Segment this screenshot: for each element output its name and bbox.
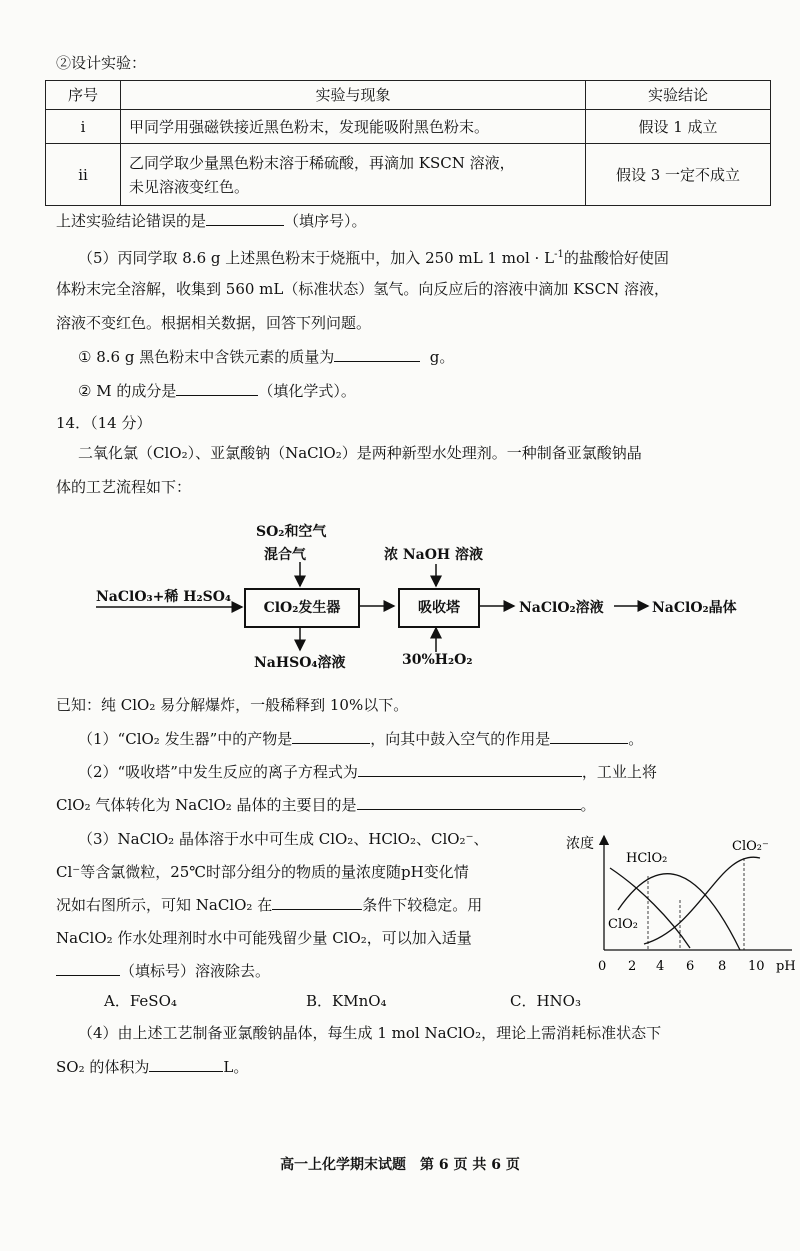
row-number: i [46, 110, 121, 144]
answer-blank [550, 729, 628, 744]
flow-generator-box: ClO₂发生器 [244, 588, 360, 628]
chart-tick: 6 [686, 959, 695, 974]
answer-blank [292, 729, 370, 744]
question-text: （填化学式）。 [258, 382, 356, 400]
question-text: 的盐酸恰好使固 [563, 249, 669, 267]
q14-3-line: Cl⁻等含氯微粒，25℃时部分组分的物质的量浓度随pH变化情 [56, 863, 469, 881]
flow-tower-box: 吸收塔 [398, 588, 480, 628]
row-experiment-line: 未见溶液变红色。 [129, 177, 250, 196]
series-hclo2 [618, 874, 740, 950]
superscript: -1 [554, 249, 564, 260]
option-a: A．FeSO₄ [104, 992, 177, 1010]
question-text: 。 [628, 730, 644, 748]
question-text: （1）“ClO₂ 发生器”中的产物是 [78, 730, 293, 748]
page-footer: 高一上化学期末试题 第 6 页 共 6 页 [280, 1157, 520, 1173]
question-text: （填标号）溶液除去。 [120, 962, 271, 980]
q14-4: （4）由上述工艺制备亚氯酸钠晶体，每生成 1 mol NaClO₂，理论上需消耗标准状态下 [78, 1024, 662, 1042]
question-text: ，工业上将 [581, 763, 657, 781]
question-text: （2）“吸收塔”中发生反应的离子方程式为 [78, 763, 358, 781]
chart-tick: 0 [598, 959, 607, 974]
question-text: 上述实验结论错误的是 [56, 212, 207, 230]
flow-so2-air: SO₂和空气 [256, 524, 327, 540]
option-b: B．KMnO₄ [306, 992, 387, 1010]
chart-ylabel: 浓度 [566, 836, 594, 852]
row-experiment-line: 乙同学取少量黑色粉末溶于稀硫酸，再滴加 KSCN 溶液， [129, 153, 515, 172]
label-clo2: ClO₂ [608, 917, 638, 932]
flow-nahso4: NaHSO₄溶液 [254, 655, 346, 671]
flow-h2o2: 30%H₂O₂ [402, 652, 473, 668]
table-header: 实验结论 [586, 81, 771, 110]
q14-intro: 二氧化氯（ClO₂）、亚氯酸钠（NaClO₂）是两种新型水处理剂。一种制备亚氯酸钠晶 [78, 444, 642, 462]
flow-solution: NaClO₂溶液 [519, 600, 604, 616]
q14-header: 14．（14 分） [56, 414, 152, 432]
flow-mix-gas: 混合气 [264, 547, 306, 563]
row-conclusion: 假设 3 一定不成立 [586, 144, 771, 206]
q14-2-line2 [56, 794, 596, 816]
q14-3-line [56, 960, 270, 982]
row-conclusion: 假设 1 成立 [586, 110, 771, 144]
row-number: ii [46, 144, 121, 206]
chart-tick: 10 [748, 959, 765, 974]
q14-4-line2 [56, 1056, 248, 1078]
answer-blank [149, 1057, 223, 1072]
question-text: ，向其中鼓入空气的作用是 [370, 730, 551, 748]
chart-xlabel: pH [776, 959, 796, 974]
q14-intro: 体的工艺流程如下： [56, 478, 192, 496]
q14-1 [78, 728, 643, 750]
answer-blank [272, 895, 362, 910]
flow-crystal: NaClO₂晶体 [652, 600, 737, 616]
question-text: ClO₂ 气体转化为 NaClO₂ 晶体的主要目的是 [56, 796, 357, 814]
series-clo2-minus [644, 857, 760, 944]
design-title: ②设计实验： [56, 54, 147, 72]
label-clo2-minus: ClO₂⁻ [732, 839, 769, 854]
answer-blank [357, 795, 581, 810]
q14-3-line: （3）NaClO₂ 晶体溶于水中可生成 ClO₂、HClO₂、ClO₂⁻、 [78, 830, 489, 848]
table-header: 序号 [46, 81, 121, 110]
flow-feed: NaClO₃+稀 H₂SO₄ [96, 589, 232, 605]
flow-naoh: 浓 NaOH 溶液 [384, 547, 484, 563]
question-text: 。 [580, 796, 596, 814]
chart-tick: 4 [656, 959, 665, 974]
question-text: 条件下较稳定。用 [362, 896, 483, 914]
question-text: 况如右图所示，可知 NaClO₂ 在 [56, 896, 273, 914]
answer-blank [358, 762, 582, 777]
series-clo2 [610, 868, 690, 948]
q5-line: 体粉末完全溶解，收集到 560 mL（标准状态）氢气。向反应后的溶液中滴加 KSCN 溶液， [56, 280, 669, 298]
q14-3-line [56, 894, 482, 916]
question-text: （填序号）。 [284, 212, 367, 230]
question-text: L。 [223, 1058, 249, 1076]
table-header: 实验与现象 [121, 81, 586, 110]
question-text: g。 [429, 348, 455, 366]
question-text: SO₂ 的体积为 [56, 1058, 150, 1076]
known-note: 已知：纯 ClO₂ 易分解爆炸，一般稀释到 10%以下。 [56, 696, 409, 714]
question-text: （5）丙同学取 8.6 g 上述黑色粉末于烧瓶中，加入 250 mL 1 mol · L [78, 249, 555, 267]
answer-blank [56, 961, 120, 976]
q14-2 [78, 761, 657, 783]
chart-tick: 8 [718, 959, 727, 974]
q14-3-line: NaClO₂ 作水处理剂时水中可能残留少量 ClO₂，可以加入适量 [56, 929, 472, 947]
question-text: ① 8.6 g 黑色粉末中含铁元素的质量为 [78, 348, 335, 366]
concentration-ph-chart [560, 828, 800, 980]
label-hclo2: HClO₂ [626, 851, 668, 866]
row-experiment: 甲同学用强磁铁接近黑色粉末，发现能吸附黑色粉末。 [121, 110, 586, 144]
chart-tick: 2 [628, 959, 637, 974]
question-text: ② M 的成分是 [78, 382, 177, 400]
option-c: C．HNO₃ [510, 992, 581, 1010]
q5-line: 溶液不变红色。根据相关数据，回答下列问题。 [56, 314, 372, 332]
